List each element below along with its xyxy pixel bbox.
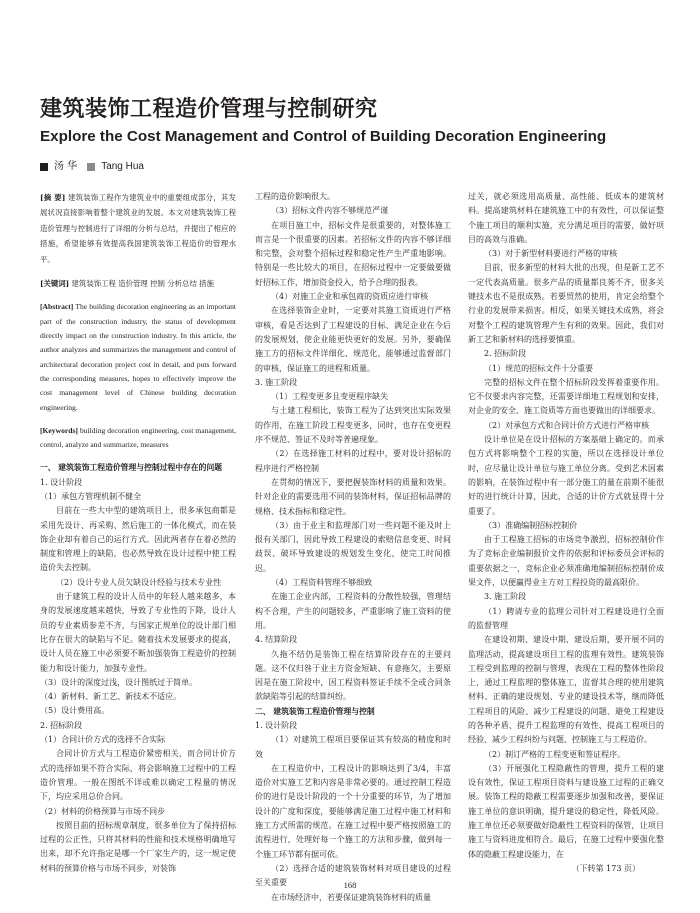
keywords-english — [40, 424, 236, 453]
body-paragraph: 设计单位是在设计招标的方案基础上确定的。而承包方式将影响整个工程的实施，所以在选择设计单位时，应尽量让设计单位与施工单位分离。受到艺术因素的影响，在装饰过程中有一部分施工的量在前期不能很好的进行统计计算，因此，合适的计价方式就显得十分重要了。 — [468, 435, 664, 516]
text-column-2 — [255, 190, 451, 905]
author-name-english: Tang Hua — [101, 161, 144, 172]
body-paragraph: 4. 结算阶段 — [255, 635, 298, 645]
body-paragraph: （3）由于业主和监理部门对一些问题不能及时上报有关部门，因此导致工程建设的索赔信息变更、时间歧误、破坏导致建设的规划发生变化，使完工时间推迟。 — [255, 520, 451, 573]
author-name-chinese: 汤 华 — [54, 161, 78, 172]
body-paragraph: 由于工程施工招标的市场竞争激烈，招标控制价作为了竞标企业编制报价文件的依据和评标委员会评标的重要依据之一，竞标企业必须准确地编制招标控制价成果文件，以便赢得业主方对工程投资的最高限价。 — [468, 535, 664, 588]
body-paragraph: （2）选择合适的建筑装饰材料对项目建设的过程至关重要 — [255, 863, 451, 888]
body-paragraph: 工程的造价影响很大。 — [255, 192, 335, 201]
body-paragraph: （3）开展强化工程隐蔽性的管理，提升工程的建设有效性，保证工程项目资料与建设施工过程的正确交展。装饰工程的隐蔽工程需要逐步加强和改善，要保证施工单位的意识明确，提升建设的稳定性，降低风险。施工单位还必须要做好隐蔽性工程资料的保管，让项目施工与资料进度相符合。最后，在施工过程中要强化整体的隐蔽工程建设能力，在 — [468, 763, 664, 859]
body-paragraph: 3. 施工阶段 — [484, 592, 527, 602]
abstract-english-text: The building decoration engineering as an important part of the construction industry, the status of development directly impact on the construction industry. In this article, the author analyzes and summarizes the management and control of architectural decoration project cost in detail, and puts forward the corresponding measures, hopes to effectively improve the cost management level of Chinese building decoration engineering. — [40, 302, 237, 412]
body-paragraph: （3）招标文件内容不够规范严谨 — [271, 206, 389, 216]
section-heading: 二、 建筑装饰工程造价管理与控制 — [255, 706, 375, 716]
body-paragraph: 过关，就必须选用高质量、高性能、低成本的建筑材料。提高建筑材料在建筑施工中的有效性，可以保证整个施工项目的顺利实施，充分满足项目的需要，做好项目的高效与准确。 — [468, 192, 664, 244]
abstract-english — [40, 300, 236, 414]
body-paragraph: 在建设初期、建设中期、建设后期，要开展不同的监理活动，提高建设项目工程的监理有效性。建筑装饰工程受到监理的控制与管理，表现在工程的整体性阶段上，通过工程监理的整体施工，监督其合理的使用建筑材料、正确的建设规划、专业的建设技术等，继而降低工程项目的风险、减少工程建设的问题、避免工程建设的各种矛盾、提升工程监理的有效性、提高工程项目的经验、减少工程纠纷与问题、控制施工与工程造价。 — [468, 635, 664, 745]
keywords-english-text: building decoration engineering, cost management, control, analyze and summarize, measures — [40, 425, 236, 450]
body-paragraph: 在贯彻的情况下，要把握装饰材料的质量和效果。针对企业的需要选用不同的装饰材料，保证招标品牌的规格、技术指标和稳定性。 — [255, 477, 451, 516]
page-number: 168 — [343, 880, 357, 890]
body-paragraph: 在施工企业内部，工程资料的分散性较强，管理结构不合理，产生的问题较多，严重影响了施工资料的使用。 — [255, 592, 451, 630]
body-paragraph: 1. 设计阶段 — [40, 477, 83, 487]
body-paragraph: （4）对施工企业和承包商的资质应进行审核 — [271, 292, 429, 302]
body-paragraph: （3）对于新型材料要进行严格的审核 — [484, 249, 618, 259]
body-paragraph: 目前在一些大中型的建筑项目上，很多承包商都是采用先设计、再采购、然后施工的一体化模式，而在装饰企业却有着自己的运行方式。因此两者存在着必然的制度和管理上的缺陷，也必然导致在设计过程中使工程造价失去控制。 — [40, 506, 236, 573]
abstract-chinese-label: [摘 要] — [40, 193, 66, 202]
body-paragraph: （2）制订严格的工程变更和签证程序。 — [484, 749, 626, 759]
text-column-3 — [468, 190, 664, 876]
body-paragraph: （1）规范的招标文件十分重要 — [484, 363, 594, 373]
body-paragraph: 与土建工程相比，装饰工程为了达到突出实际效果的作用，在施工阶段工程变更多，同时，也存在变更程序不规范、签证不及时等普遍现象。 — [255, 406, 451, 445]
body-paragraph: （1）工程变更多且变更程序缺失 — [271, 392, 389, 402]
body-paragraph: （4）新材料、新工艺、新技术不适应。 — [40, 692, 182, 702]
body-paragraph: 1. 设计阶段 — [255, 720, 298, 730]
body-paragraph: 在工程造价中，工程设计的影响达到了3/4，丰富造价对实施工艺和内容是非常必要的。通过控制工程造价的进行是设计阶段的一个十分重要的环节，为了增加设计的广度和深度，要能够满足施工过程中施工材料和施工方式所需的规范。在施工过程中要严格按照施工的流程进行，处理好每一个施工的方法和步骤，做到每一个施工环节都有据可依。 — [255, 763, 451, 859]
keywords-english-label: [Keywords] — [40, 425, 78, 435]
body-paragraph: 目前，很多新型的材料大批的出现，但是新工艺不一定代表高质量。很多产品的质量都良莠不齐，很多关键技术也不是很成熟。若要贸然的使用，肯定会给整个行业的发展带来损害。相反，如果关键技术成熟，将会对整个工程的建筑管理产生有利的效果。因此，我们对新工艺和新材料的选择要慎重。 — [468, 263, 664, 344]
article-title-chinese: 建筑装饰工程造价管理与控制研究 — [40, 97, 378, 122]
body-paragraph: （5）设计费用高。 — [40, 706, 110, 716]
keywords-chinese-text: 建筑装饰工程 造价管理 控制 分析总结 措施 — [71, 279, 214, 289]
body-paragraph: （2）材料的价格预算与市场不同步 — [40, 806, 166, 816]
body-paragraph: 合同计价方式与工程造价紧密相关，而合同计价方式的选择如果不符合实际，将会影响施工过程中的工程造价管理。一般在图纸不详或难以确定工程量的情况下，均应采用总价合同。 — [40, 749, 236, 802]
column-1-body — [40, 461, 236, 876]
body-paragraph: 在选择装饰企业时，一定要对其施工资质进行严格审核，看是否达到了工程建设的目标、满足企业在今后的发展规划，使企业能更快更好的发展。另外，要确保施工方的招标文件详细化、规范化，能够通过监督部门的审核，保证施工的进程和质量。 — [255, 306, 451, 373]
body-paragraph: 久拖不结仍是装饰工程在结算阶段存在的主要问题。这不仅归咎于业主方资金短缺、有意拖欠，主要原因是在施工阶段中，因工程资料签证手续不全或合同条款缺陷等引起的结算纠纷。 — [255, 649, 451, 702]
article-title-english: Explore the Cost Management and Control of Building Decoration Engineering — [40, 128, 607, 145]
abstract-chinese-text: 建筑装饰工程作为建筑业中的重要组成部分，其发展状况直接影响着整个建筑业的发展。本文对建筑装饰工程造价管理与控制进行了详细的分析与总结，并提出了相应的措施，希望能够有效提高我国建筑装饰工程造价的管理水平。 — [40, 193, 236, 264]
square-bullet-icon — [87, 163, 95, 171]
body-paragraph: （1）合同计价方式的选择不合实际 — [40, 735, 166, 745]
body-paragraph: 在项目施工中，招标文件是很重要的，对整体施工而言是一个很重要的因素。若招标文件的内容不够详细和完整，会对整个招标过程和稳定性产生严重地影响。特别是一些比较大的项目，在招标过程中一定要做要做好招标工作，增加资金投入，给予合理的报表。 — [255, 220, 451, 287]
body-paragraph: （1）聘请专业的监理公司针对工程建设进行全面的监督管理 — [468, 606, 664, 630]
body-paragraph: （2）设计专业人员欠缺设计经验与技术专业性 — [56, 577, 222, 587]
author-line — [40, 160, 144, 174]
column-2-body — [255, 190, 451, 905]
text-column-1 — [40, 190, 236, 876]
body-paragraph: （2）对承包方式和合同计价方式进行严格审核 — [484, 420, 650, 430]
body-paragraph: 3. 施工阶段 — [255, 377, 298, 387]
body-paragraph: 2. 招标阶段 — [40, 720, 83, 730]
body-paragraph: 由于建筑工程的设计人员中的年轻人越来越多，本身的发展速度越来越快，导致了专业性的下降，设计人员的专业素质参差不齐，与国家正规单位的设计部门相比存在很大的缺陷与不足。随着技术发展要求的提高，设计人员在施工中必须要不断加强装饰工程造价的控制能力和设计能力，加强专业性。 — [40, 592, 236, 673]
body-paragraph: （1）承包方管理机制不健全 — [40, 492, 142, 501]
section-heading: 一、 建筑装饰工程造价管理与控制过程中存在的问题 — [40, 463, 223, 473]
abstract-english-label: [Abstract] — [40, 302, 74, 312]
column-3-body — [468, 190, 664, 876]
body-paragraph: 在市场经济中，若要保证建筑装饰材料的质量 — [271, 892, 431, 902]
body-paragraph: 完整的招标文件在整个招标阶段发挥着重要作用。它不仅要求内容完整，还需要详细地工程规划和安排，对企业的安全、施工资质等方面也要做出的详细要求。 — [468, 377, 664, 416]
body-paragraph: （1）对建筑工程项目要保证其有较高的精度和时效 — [255, 735, 451, 759]
keywords-chinese — [40, 276, 236, 291]
body-paragraph: 2. 招标阶段 — [484, 349, 527, 359]
abstract-chinese — [40, 190, 236, 267]
body-paragraph: 按照目前的招标规章制度，很多单位为了保持招标过程的公正性，只将其材料的性能和技术规格明确地写出来，却不允许指定是哪一个厂家生产的，这一规定使材料的预算价格与市场不同步，对装饰 — [40, 820, 236, 873]
body-paragraph: （3）准确编制招标控制价 — [484, 520, 578, 530]
keywords-chinese-label: [关键词] — [40, 279, 70, 289]
body-paragraph: （3）设计的深度过浅，设计图纸过于简单。 — [40, 677, 198, 687]
body-paragraph: （4）工程资料管理不够细致 — [271, 578, 373, 588]
continued-note: （下转第 173 页） — [571, 863, 640, 873]
body-paragraph: （2）在选择施工材料的过程中，要对设计招标的程序进行严格控制 — [255, 449, 451, 473]
square-bullet-icon — [40, 163, 48, 171]
